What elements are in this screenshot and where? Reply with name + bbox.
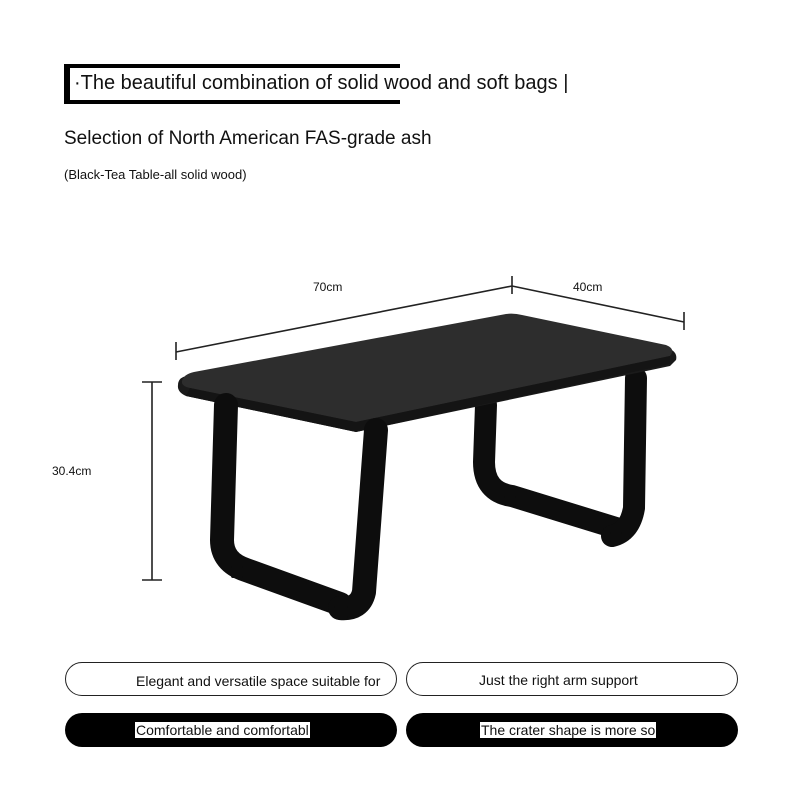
feature-pill-space — [65, 662, 397, 696]
feature-label: Just the right arm support — [479, 672, 638, 688]
headline: ·The beautiful combination of solid wood and soft bags | — [74, 72, 569, 94]
feature-label: Elegant and versatile space suitable for — [136, 673, 381, 689]
depth-label: 40cm — [573, 280, 603, 294]
width-label: 70cm — [313, 280, 343, 294]
feature-label: Comfortable and comfortabl — [136, 722, 309, 738]
table-back-legs — [484, 378, 636, 536]
table-front-legs — [222, 405, 376, 608]
subtitle: Selection of North American FAS-grade ash — [64, 128, 432, 149]
caption: (Black-Tea Table-all solid wood) — [64, 167, 247, 182]
feature-pill-arm-support — [406, 662, 738, 696]
feature-pill-crater-shape — [406, 713, 738, 747]
height-label: 30.4cm — [52, 464, 92, 478]
feature-pill-comfort — [65, 713, 397, 747]
feature-label: The crater shape is more so — [481, 722, 656, 738]
